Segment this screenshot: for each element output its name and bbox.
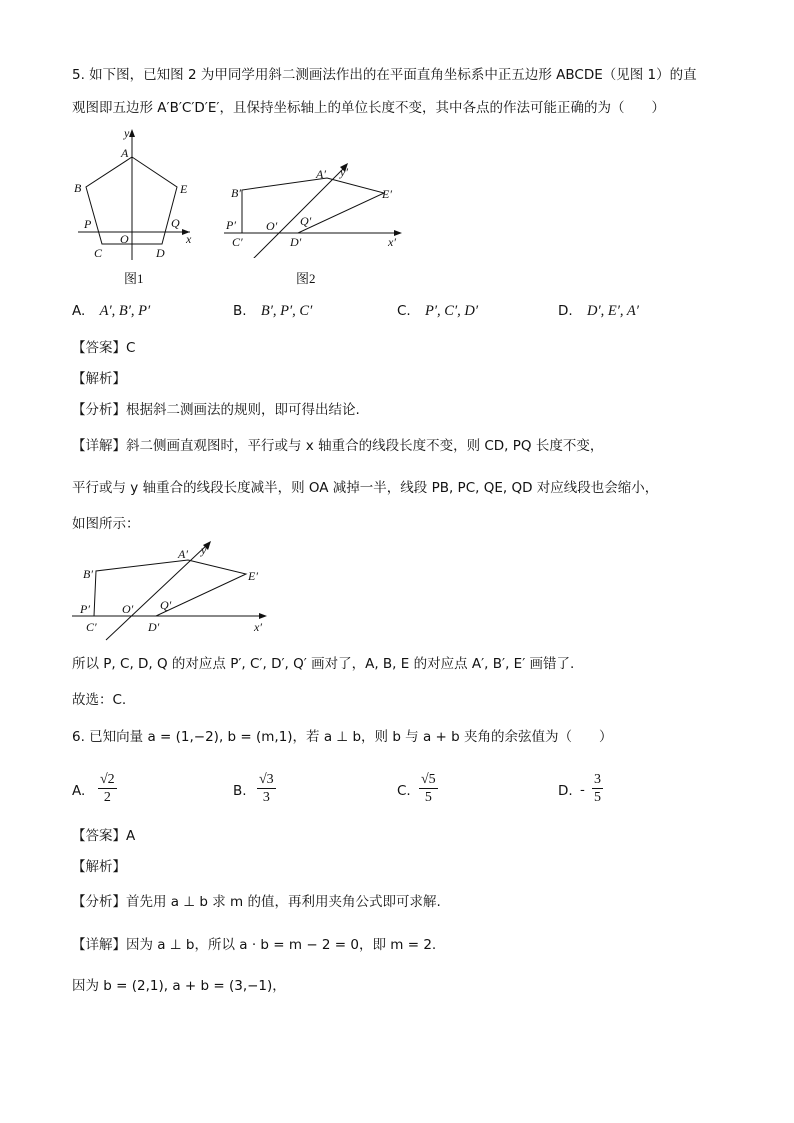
option-text: P′, C′, D′ bbox=[425, 303, 479, 319]
answer-tag: 【答案】 bbox=[72, 340, 126, 356]
fig3-label-B: B′ bbox=[83, 567, 93, 581]
option-letter: A. bbox=[72, 783, 86, 799]
fig3-label-P: P′ bbox=[80, 602, 90, 616]
q5-final: 故选：C. bbox=[72, 692, 127, 708]
q6-fenxi bbox=[72, 893, 441, 911]
fig3-label-D: D′ bbox=[148, 620, 160, 634]
xiangjie-text: 斜二侧画直观图时，平行或与 x 轴重合的线段长度不变，则 CD, PQ 长度不变， bbox=[126, 438, 604, 454]
answer-tag: 【答案】 bbox=[72, 828, 126, 844]
xiangjie-text: 因为 a ⊥ b，所以 a · b = m − 2 = 0，即 m = 2. bbox=[126, 937, 437, 953]
fig1-label-y: y bbox=[124, 126, 130, 140]
option-letter: D. bbox=[558, 303, 573, 319]
q5-figure2-caption: 图2 bbox=[296, 271, 316, 286]
q5-xiangjie-line1 bbox=[72, 437, 603, 455]
q5-conclusion: 所以 P, C, D, Q 的对应点 P′, C′, D′, Q′ 画对了，A, B, E 的对应点 A′, B′, E′ 画错了. bbox=[72, 656, 575, 672]
answer-value: C bbox=[126, 340, 136, 356]
fraction-denominator: 2 bbox=[103, 790, 111, 805]
q5-fenxi bbox=[72, 401, 360, 419]
q5-figure1-caption: 图1 bbox=[124, 271, 144, 286]
fig1-label-A: A bbox=[121, 146, 129, 160]
fig2-pentagon bbox=[242, 178, 384, 233]
fig2-label-A: A′ bbox=[316, 167, 326, 181]
fig2-label-x: x′ bbox=[388, 235, 396, 249]
q5-stem-line2: 观图即五边形 A′B′C′D′E′，且保持坐标轴上的单位长度不变，其中各点的作法可能正确的为（ ） bbox=[72, 100, 665, 116]
fraction-numerator: √3 bbox=[259, 772, 274, 787]
fig2-label-E: E′ bbox=[382, 187, 392, 201]
fig3-label-y: y′ bbox=[201, 543, 209, 557]
fenxi-text: 根据斜二测画法的规则，即可得出结论. bbox=[126, 402, 360, 418]
fig1-label-O: O bbox=[120, 232, 129, 246]
q6-option-c[interactable] bbox=[397, 771, 537, 811]
answer-value: A bbox=[126, 828, 136, 844]
fraction-numerator: √2 bbox=[100, 772, 115, 787]
option-letter: A. bbox=[72, 303, 86, 319]
q6-analysis-tag: 【解析】 bbox=[72, 859, 126, 875]
fig1-label-E: E bbox=[180, 182, 188, 196]
option-fraction bbox=[98, 771, 117, 806]
xiangjie-tag: 【详解】 bbox=[72, 438, 126, 454]
option-text: B′, P′, C′ bbox=[260, 303, 313, 319]
option-letter: B. bbox=[233, 303, 247, 319]
fig3-label-Q: Q′ bbox=[160, 598, 172, 612]
q6-option-a[interactable] bbox=[72, 771, 212, 811]
q5-answer bbox=[72, 339, 135, 357]
option-letter: C. bbox=[397, 303, 411, 319]
q5-figure2 bbox=[222, 158, 407, 258]
q5-option-a[interactable] bbox=[72, 302, 150, 320]
fenxi-text: 首先用 a ⊥ b 求 m 的值，再利用夹角公式即可求解. bbox=[126, 894, 441, 910]
fig2-label-C: C′ bbox=[232, 235, 243, 249]
fig3-label-C: C′ bbox=[86, 620, 97, 634]
fig2-label-y: y′ bbox=[340, 165, 348, 179]
q5-xiangjie-line3: 如图所示： bbox=[72, 516, 140, 532]
q5-figure1 bbox=[70, 125, 200, 265]
option-fraction bbox=[257, 771, 276, 806]
q6-xiangjie-line1 bbox=[72, 936, 436, 954]
option-text: A′, B′, P′ bbox=[99, 303, 151, 319]
option-fraction bbox=[592, 771, 603, 806]
q5-solution-figure bbox=[68, 538, 278, 643]
fig3-label-E: E′ bbox=[248, 569, 258, 583]
fig1-label-Q: Q bbox=[171, 216, 180, 230]
q6-stem: 6. 已知向量 a = (1,−2), b = (m,1)，若 a ⊥ b，则 b 与 a + b 夹角的余弦值为（ ） bbox=[72, 729, 613, 745]
xiangjie-tag: 【详解】 bbox=[72, 937, 126, 953]
fig1-label-P: P bbox=[84, 217, 92, 231]
fig3-label-x: x′ bbox=[254, 620, 262, 634]
option-fraction bbox=[419, 771, 438, 806]
fig2-label-B: B′ bbox=[231, 186, 241, 200]
option-text: D′, E′, A′ bbox=[586, 303, 639, 319]
fig1-y-arrow bbox=[129, 129, 135, 137]
option-sign: - bbox=[580, 782, 585, 798]
q5-option-c[interactable] bbox=[397, 302, 478, 320]
fig3-label-A: A′ bbox=[178, 547, 188, 561]
q6-xiangjie-line2: 因为 b = (2,1), a + b = (3,−1)， bbox=[72, 978, 286, 994]
q5-analysis-tag: 【解析】 bbox=[72, 371, 126, 387]
option-letter: B. bbox=[233, 783, 247, 799]
q5-option-d[interactable] bbox=[558, 302, 639, 320]
q5-option-b[interactable] bbox=[233, 302, 312, 320]
fenxi-tag: 【分析】 bbox=[72, 402, 126, 418]
fraction-denominator: 3 bbox=[262, 790, 270, 805]
fraction-numerator: √5 bbox=[421, 772, 436, 787]
option-letter: D. bbox=[558, 783, 573, 799]
fig2-label-D: D′ bbox=[290, 235, 302, 249]
fraction-denominator: 5 bbox=[424, 790, 432, 805]
fig2-label-Q: Q′ bbox=[300, 214, 312, 228]
fig2-label-P: P′ bbox=[226, 218, 236, 232]
q5-stem-line1: 5. 如下图，已知图 2 为甲同学用斜二测画法作出的在平面直角坐标系中正五边形 ABCDE（见图 1）的直 bbox=[72, 67, 697, 83]
fig1-label-x: x bbox=[186, 232, 192, 246]
q6-option-d[interactable] bbox=[558, 771, 698, 811]
q6-answer bbox=[72, 827, 135, 845]
fig3-label-O: O′ bbox=[122, 602, 134, 616]
option-letter: C. bbox=[397, 783, 411, 799]
q5-xiangjie-line2: 平行或与 y 轴重合的线段长度减半，则 OA 减掉一半，线段 PB, PC, QE, QD 对应线段也会缩小， bbox=[72, 480, 659, 496]
fig1-label-B: B bbox=[74, 181, 82, 195]
fenxi-tag: 【分析】 bbox=[72, 894, 126, 910]
fig2-label-O: O′ bbox=[266, 219, 278, 233]
fig1-label-C: C bbox=[94, 246, 103, 260]
fig1-label-D: D bbox=[156, 246, 165, 260]
q6-option-b[interactable] bbox=[233, 771, 373, 811]
fig3-x-arrow bbox=[259, 613, 267, 619]
fraction-numerator: 3 bbox=[594, 772, 601, 787]
fraction-denominator: 5 bbox=[594, 790, 601, 805]
